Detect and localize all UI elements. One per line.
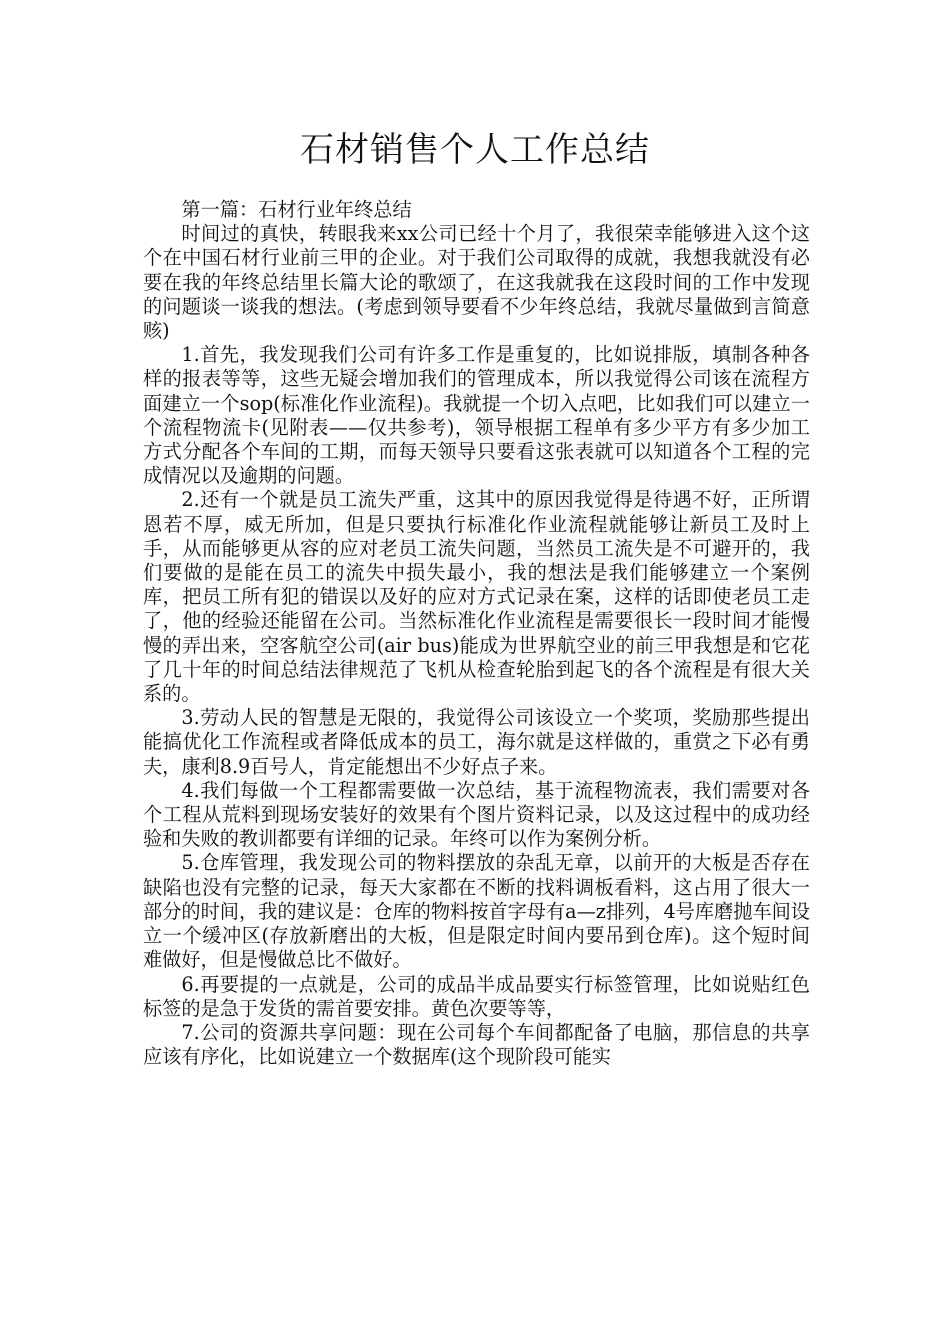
point-6-paragraph: 6.再要提的一点就是，公司的成品半成品要实行标签管理，比如说贴红色标签的是急于发货的需首要安排。黄色次要等等， <box>143 972 810 1020</box>
point-5-paragraph: 5.仓库管理，我发现公司的物料摆放的杂乱无章，以前开的大板是否存在缺陷也没有完整的记录，每天大家都在不断的找料调板看料，这占用了很大一部分的时间，我的建议是：仓库的物料按首字母有a—z排列，4号库磨抛车间设立一个缓冲区(存放新磨出的大板，但是限定时间内要吊到仓库)。这个短时间难做好，但是慢做总比不做好。 <box>143 851 810 972</box>
section-heading: 第一篇：石材行业年终总结 <box>181 198 412 221</box>
point-1-paragraph: 1.首先，我发现我们公司有许多工作是重复的，比如说排版，填制各种各样的报表等等，这些无疑会增加我们的管理成本，所以我觉得公司该在流程方面建立一个sop(标准化作业流程)。我就提一个切入点吧，比如我们可以建立一个流程物流卡(见附表——仅共参考)，领导根据工程单有多少平方有多少加工方式分配各个车间的工期，而每天领导只要看这张表就可以知道各个工程的完成情况以及逾期的问题。 <box>143 343 810 488</box>
document-body <box>143 198 810 1069</box>
point-7-paragraph: 7.公司的资源共享问题：现在公司每个车间都配备了电脑，那信息的共享应该有序化，比如说建立一个数据库(这个现阶段可能实 <box>143 1020 810 1069</box>
point-2-paragraph: 2.还有一个就是员工流失严重，这其中的原因我觉得是待遇不好，正所谓恩若不厚，威无所加，但是只要执行标准化作业流程就能够让新员工及时上手，从而能够更从容的应对老员工流失问题，当然员工流失是不可避开的，我们要做的是能在员工的流失中损失最小，我的想法是我们能够建立一个案例库，把员工所有犯的错误以及好的应对方式记录在案，这样的话即使老员工走了，他的经验还能留在公司。当然标准化作业流程是需要很长一段时间才能慢慢的弄出来，空客航空公司(air bus)能成为世界航空业的前三甲我想是和它花了几十年的时间总结法律规范了飞机从检查轮胎到起飞的各个流程是有很大关系的。 <box>143 488 810 706</box>
point-4-paragraph: 4.我们每做一个工程都需要做一次总结，基于流程物流表，我们需要对各个工程从荒料到现场安装好的效果有个图片资料记录，以及这过程中的成功经验和失败的教训都要有详细的记录。年终可以作为案例分析。 <box>143 778 810 851</box>
point-3-paragraph: 3.劳动人民的智慧是无限的，我觉得公司该设立一个奖项，奖励那些提出能搞优化工作流程或者降低成本的员工，海尔就是这样做的，重赏之下必有勇夫，康利8.9百号人，肯定能想出不少好点子来。 <box>143 706 810 778</box>
document-title: 石材销售个人工作总结 <box>300 130 650 170</box>
intro-paragraph: 时间过的真快，转眼我来xx公司已经十个月了，我很荣幸能够进入这个这个在中国石材行业前三甲的企业。对于我们公司取得的成就，我想我就没有必要在我的年终总结里长篇大论的歌颂了，在这我就我在这段时间的工作中发现的问题谈一谈我的想法。(考虑到领导要看不少年终总结，我就尽量做到言简意赅) <box>143 222 810 343</box>
